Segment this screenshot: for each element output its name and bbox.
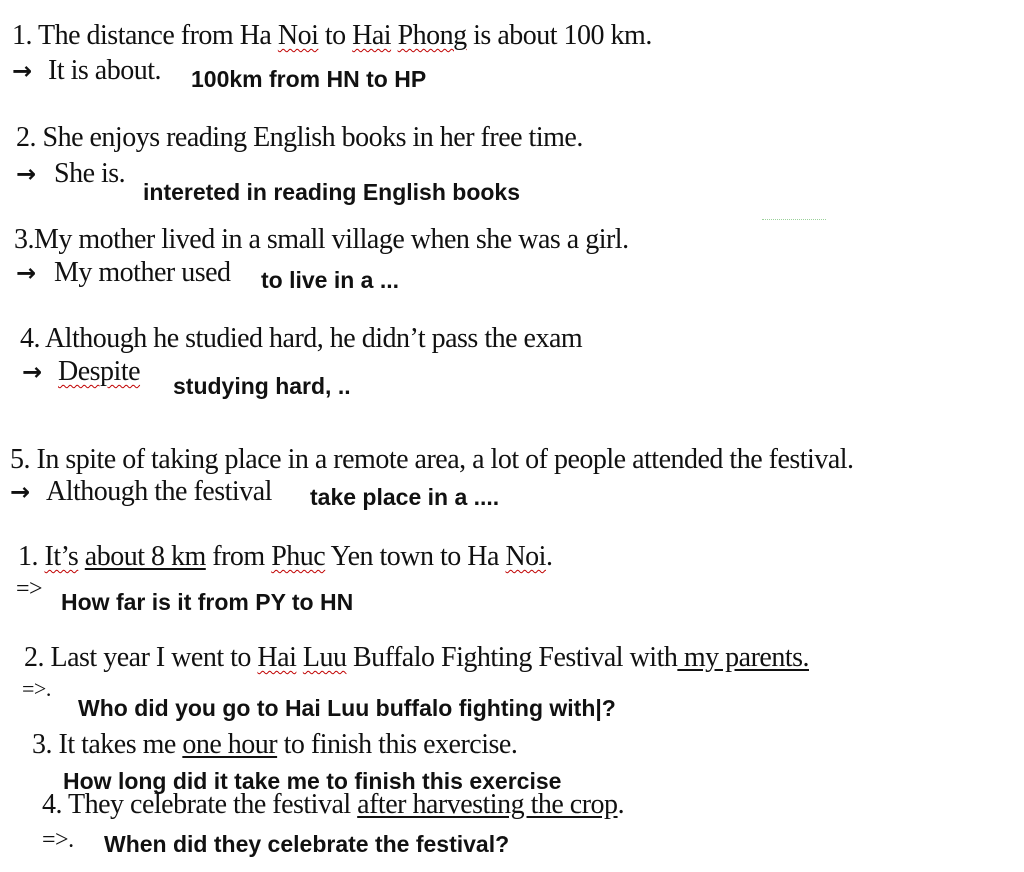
s2-q1: [18, 541, 552, 573]
spellcheck-word: Noi: [505, 541, 546, 572]
s2-a3-answer: How long did it take me to finish this exercise: [63, 768, 562, 794]
spellcheck-word: It’s: [44, 541, 79, 572]
arrow-icon: →: [22, 358, 43, 386]
s2-q3-text: to finish this exercise.: [277, 729, 518, 760]
s2-q2-text: Buffalo Fighting Festival with: [346, 642, 678, 673]
s1-a5-prefix: Although the festival: [46, 476, 272, 507]
spellcheck-word: Hai: [257, 642, 297, 673]
s2-q1-text: from: [205, 541, 272, 572]
s2-q3: [32, 729, 517, 761]
arrow-icon: →: [16, 160, 37, 188]
s1-a4-answer: studying hard, ..: [173, 373, 351, 399]
arrow-icon: →: [10, 478, 31, 506]
s2-a2-answer: Who did you go to Hai Luu buffalo fighting with|?: [78, 695, 616, 721]
s1-a2-answer: intereted in reading English books: [143, 179, 520, 205]
s1-q1-text: to: [318, 20, 353, 51]
spellcheck-word: Phuc: [271, 541, 326, 572]
s1-a2-prefix: She is.: [54, 158, 126, 189]
s1-q1-text: is about 100 km.: [466, 20, 652, 51]
s2-q1-text: .: [545, 541, 553, 572]
s1-q1-text: 1. The distance from: [12, 20, 240, 51]
s2-q1-text: 1.: [18, 541, 45, 572]
spellcheck-word: Phong: [397, 20, 467, 51]
s1-q3: 3.My mother lived in a small village when she was a girl.: [14, 224, 629, 255]
s1-a3-prefix: My mother used: [54, 257, 231, 288]
s2-a4-marker: =>.: [42, 827, 74, 853]
underlined-phrase: my parents.: [677, 642, 809, 673]
dotted-mark: [762, 219, 826, 220]
arrow-icon: →: [12, 57, 33, 85]
s1-q5: 5. In spite of taking place in a remote area, a lot of people attended the festival.: [10, 444, 854, 475]
s2-q4-text: .: [617, 789, 625, 820]
arrow-icon: →: [16, 259, 37, 287]
spellcheck-word: Noi: [277, 20, 319, 51]
s1-q2: 2. She enjoys reading English books in her free time.: [16, 122, 583, 153]
s2-a1-answer: How far is it from PY to HN: [61, 589, 354, 615]
s1-q1: [12, 20, 652, 52]
underlined-phrase: one hour: [182, 729, 278, 760]
spellcheck-word: Hai: [352, 20, 392, 51]
s1-a5-answer: take place in a ....: [310, 484, 500, 510]
s2-q2: [24, 642, 809, 674]
s1-a1-prefix: It is about.: [48, 55, 161, 86]
s2-q4: [42, 789, 624, 821]
spellcheck-word: Despite: [58, 356, 141, 387]
s2-q4-text: 4. They celebrate the festival: [42, 789, 358, 820]
underlined-phrase: after harvesting the crop: [357, 789, 618, 820]
s2-a4-answer: When did they celebrate the festival?: [104, 831, 510, 857]
s1-a3-answer: to live in a ...: [261, 267, 400, 293]
s1-a1-answer: 100km from HN to HP: [191, 66, 427, 92]
s2-q3-text: 3. It takes me: [32, 729, 183, 760]
s1-a4-prefix: [58, 356, 140, 388]
s1-q4: 4. Although he studied hard, he didn’t pass the exam: [20, 323, 583, 354]
s2-a1-marker: =>: [16, 576, 43, 602]
underlined-phrase: about 8 km: [84, 541, 206, 572]
s1-q1-text: Ha: [239, 20, 278, 51]
spellcheck-word: Luu: [302, 642, 347, 673]
s2-a2-marker: =>.: [22, 676, 51, 701]
s2-q1-text: Yen town to Ha: [325, 541, 506, 572]
s2-q2-text: 2. Last year I went to: [24, 642, 258, 673]
